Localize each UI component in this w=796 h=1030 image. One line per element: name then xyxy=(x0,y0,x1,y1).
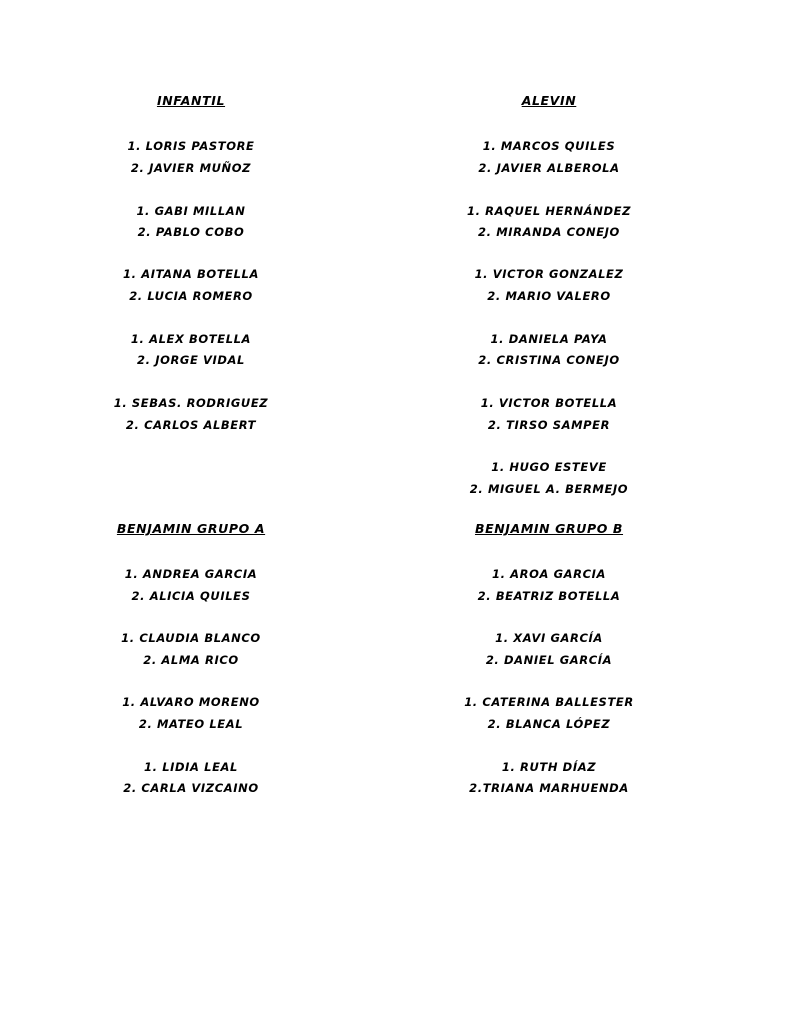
section-title-benjamin-b: BENJAMIN GRUPO B xyxy=(474,521,624,536)
list-item: 2. CARLA VIZCAINO xyxy=(123,781,259,795)
list-item: 2. MARIO VALERO xyxy=(487,289,611,303)
list-item: 1. ALVARO MORENO xyxy=(122,695,260,709)
list-item: 1. LIDIA LEAL xyxy=(144,760,238,774)
list-item: 1. AROA GARCIA xyxy=(491,567,607,581)
list-item: 1. MARCOS QUILES xyxy=(482,139,616,153)
list-item: 1. ALEX BOTELLA xyxy=(130,332,252,346)
list-item: 1. XAVI GARCÍA xyxy=(495,631,603,645)
list-item: 2.TRIANA MARHUENDA xyxy=(469,781,629,795)
list-item: 2. BEATRIZ BOTELLA xyxy=(477,589,621,603)
list-item: 2. DANIEL GARCÍA xyxy=(485,653,613,667)
list-item: 2. MATEO LEAL xyxy=(138,717,244,731)
list-item: 1. SEBAS. RODRIGUEZ xyxy=(113,396,269,410)
list-item: 1. ANDREA GARCIA xyxy=(124,567,258,581)
list-item: 1. HUGO ESTEVE xyxy=(491,460,607,474)
list-item: 1. VICTOR BOTELLA xyxy=(480,396,618,410)
list-item: 2. BLANCA LÓPEZ xyxy=(487,717,611,731)
list-item: 2. CRISTINA CONEJO xyxy=(478,353,620,367)
list-item: 1. GABI MILLAN xyxy=(136,204,246,218)
list-item: 1. CLAUDIA BLANCO xyxy=(121,631,261,645)
list-item: 1. VICTOR GONZALEZ xyxy=(474,267,624,281)
list-item: 2. TIRSO SAMPER xyxy=(487,418,611,432)
list-item: 2. MIRANDA CONEJO xyxy=(478,225,620,239)
section-title-infantil: INFANTIL xyxy=(156,93,226,108)
list-item: 1. LORIS PASTORE xyxy=(127,139,255,153)
list-item: 2. JAVIER MUÑOZ xyxy=(130,161,252,175)
list-item: 1. DANIELA PAYA xyxy=(490,332,608,346)
list-item: 1. RAQUEL HERNÁNDEZ xyxy=(466,204,632,218)
section-title-benjamin-a: BENJAMIN GRUPO A xyxy=(116,521,266,536)
list-item: 2. ALICIA QUILES xyxy=(131,589,251,603)
section-title-alevin: ALEVIN xyxy=(521,93,577,108)
list-item: 2. JORGE VIDAL xyxy=(137,353,245,367)
list-item: 2. ALMA RICO xyxy=(143,653,239,667)
list-item: 2. LUCIA ROMERO xyxy=(129,289,253,303)
list-item: 1. AITANA BOTELLA xyxy=(123,267,259,281)
list-item: 2. MIGUEL A. BERMEJO xyxy=(469,482,629,496)
list-item: 1. RUTH DÍAZ xyxy=(501,760,597,774)
list-item: 2. CARLOS ALBERT xyxy=(125,418,257,432)
list-item: 1. CATERINA BALLESTER xyxy=(464,695,634,709)
list-item: 2. PABLO COBO xyxy=(137,225,245,239)
list-item: 2. JAVIER ALBEROLA xyxy=(478,161,620,175)
